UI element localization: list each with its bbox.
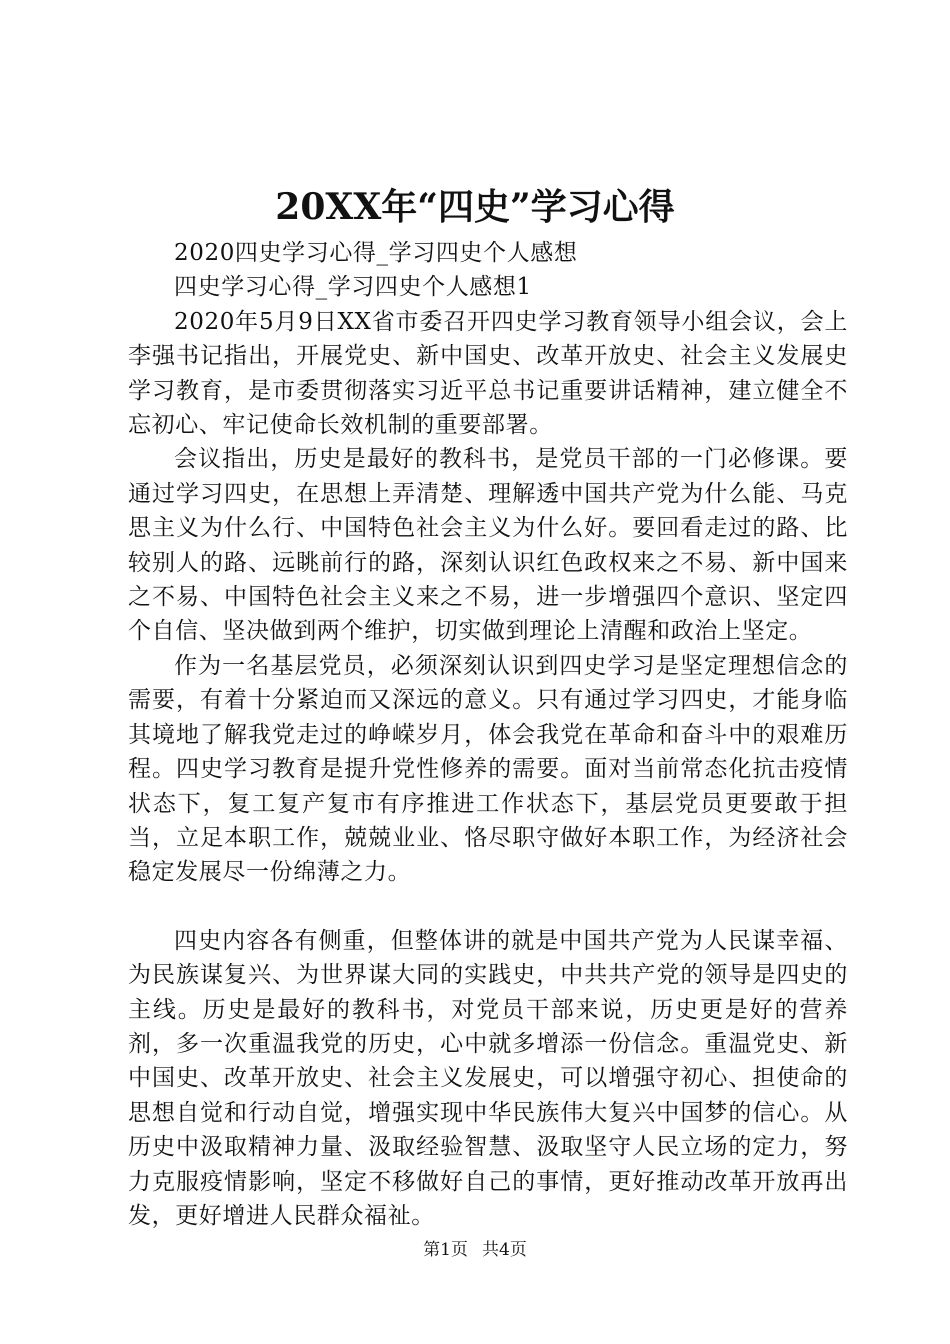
document-body <box>128 236 848 1233</box>
paragraph-3: 作为一名基层党员，必须深刻认识到四史学习是坚定理想信念的需要，有着十分紧迫而又深远的意义。只有通过学习四史，才能身临其境地了解我党走过的峥嵘岁月，体会我党在革命和奋斗中的艰难历程。四史学习教育是提升党性修养的需要。面对当前常态化抗击疫情状态下，复工复产复市有序推进工作状态下，基层党员更要敢于担当，立足本职工作，兢兢业业、恪尽职守做好本职工作，为经济社会稳定发展尽一份绵薄之力。 <box>128 652 848 886</box>
paragraph-gap <box>128 890 848 924</box>
page-total: 共4页 <box>482 1240 527 1260</box>
paragraph-4: 四史内容各有侧重，但整体讲的就是中国共产党为人民谋幸福、为民族谋复兴、为世界谋大同的实践史，中共共产党的领导是四史的主线。历史是最好的教科书，对党员干部来说，历史更是好的营养剂，多一次重温我党的历史，心中就多增添一份信念。重温党史、新中国史、改革开放史、社会主义发展史，可以增强守初心、担使命的思想自觉和行动自觉，增强实现中华民族伟大复兴中国梦的信心。从历史中汲取精神力量、汲取经验智慧、汲取坚守人民立场的定力，努力克服疫情影响，坚定不移做好自己的事情，更好推动改革开放再出发，更好增进人民群众福祉。 <box>128 927 848 1229</box>
paragraph-subtitle: 2020四史学习心得_学习四史个人感想 <box>174 240 578 266</box>
page-footer <box>0 1238 950 1262</box>
page-number: 第1页 <box>423 1240 468 1260</box>
paragraph-1: 2020年5月9日XX省市委召开四史学习教育领导小组会议，会上李强书记指出，开展党史、新中国史、改革开放史、社会主义发展史学习教育，是市委贯彻落实习近平总书记重要讲话精神，建立健全不忘初心、牢记使命长效机制的重要部署。 <box>128 308 848 439</box>
paragraph-2: 会议指出，历史是最好的教科书，是党员干部的一门必修课。要通过学习四史，在思想上弄清楚、理解透中国共产党为什么能、马克思主义为什么行、中国特色社会主义为什么好。要回看走过的路、比较别人的路、远眺前行的路，深刻认识红色政权来之不易、新中国来之不易、中国特色社会主义来之不易，进一步增强四个意识、坚定四个自信、坚决做到两个维护，切实做到理论上清醒和政治上坚定。 <box>128 446 848 645</box>
document-title: 20XX年“四史”学习心得 <box>275 186 675 228</box>
paragraph-heading: 四史学习心得_学习四史个人感想1 <box>174 274 532 301</box>
